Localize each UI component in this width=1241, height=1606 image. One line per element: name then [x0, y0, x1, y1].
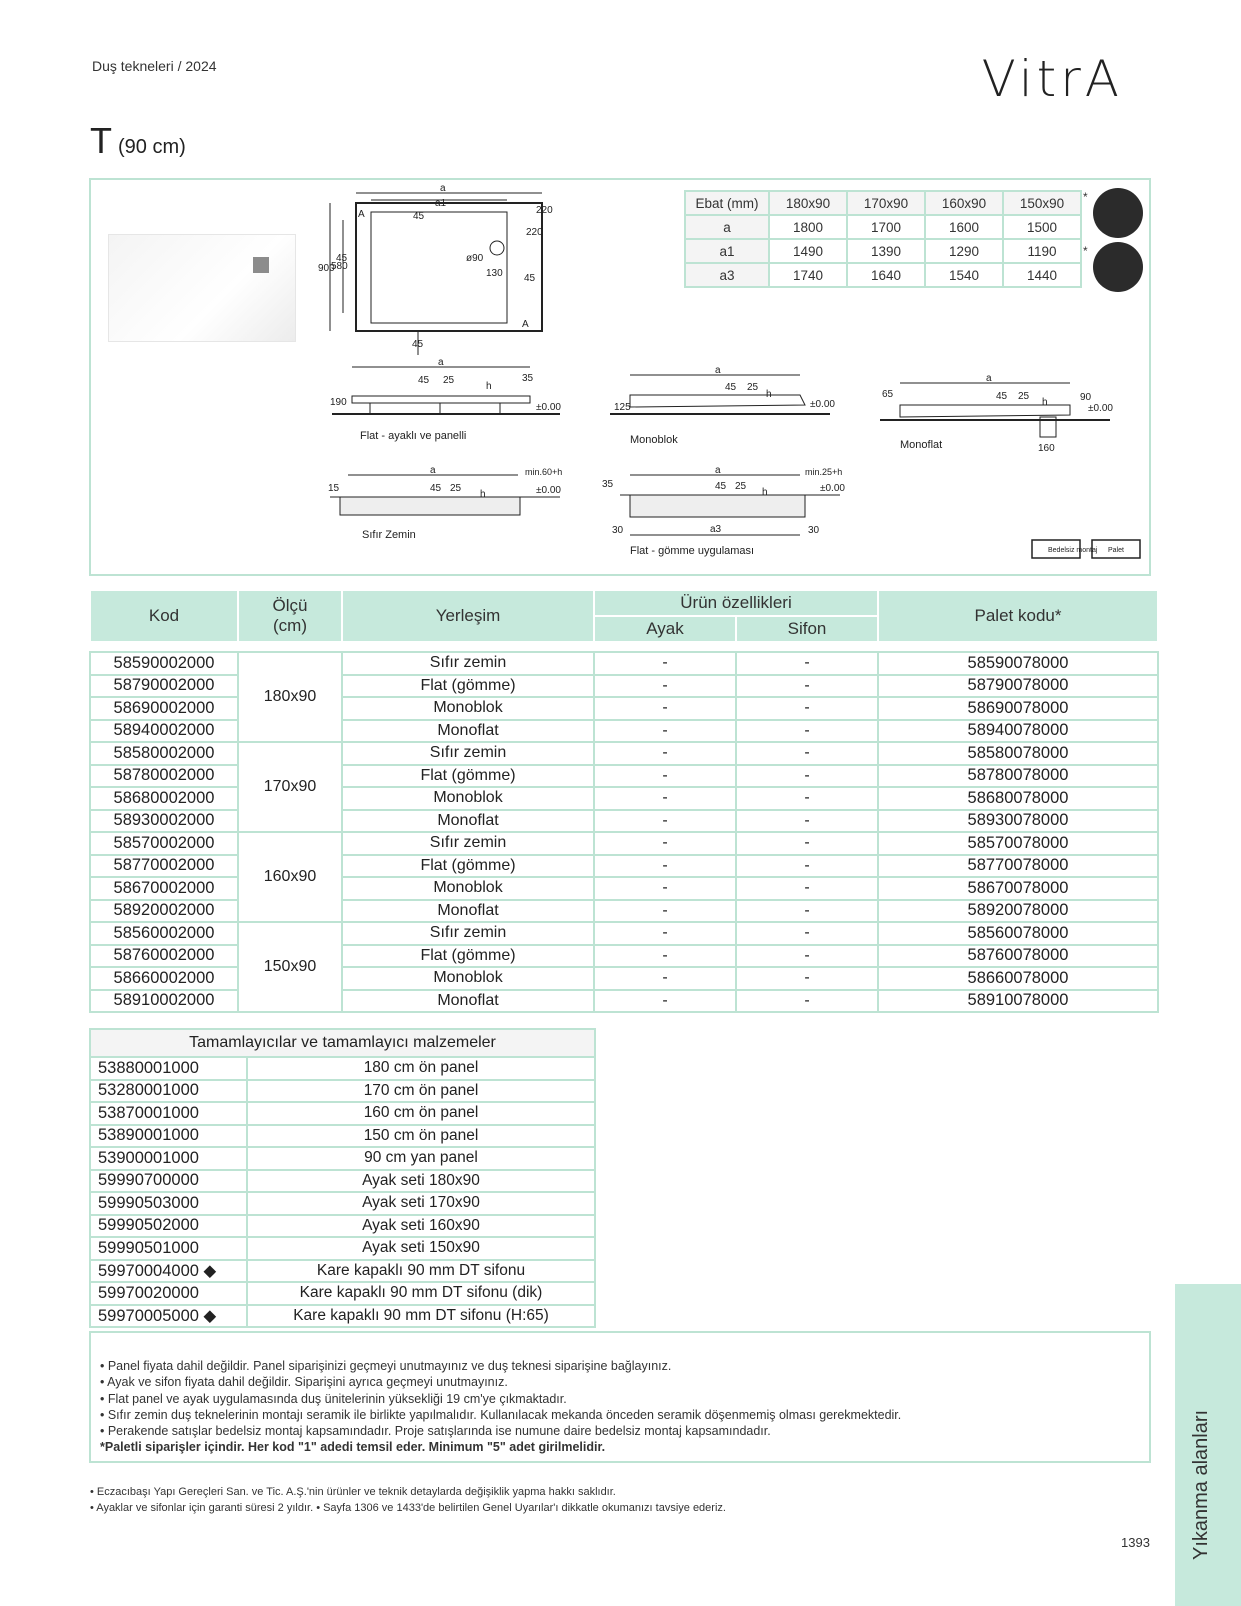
yerlesim-cell: Sıfır zemin [342, 922, 594, 945]
ayak-cell: - [594, 990, 736, 1013]
ayak-cell: - [594, 922, 736, 945]
drain-icon [253, 257, 269, 273]
sifon-cell: - [736, 787, 878, 810]
dim-h: h [762, 487, 768, 498]
ayak-cell: - [594, 765, 736, 788]
palet-cell: 58670078000 [878, 877, 1158, 900]
accessory-code: 59990503000 [90, 1192, 247, 1215]
header-sifon: Sifon [736, 616, 878, 642]
accessory-code: 59970005000 ◆ [90, 1305, 247, 1328]
accessory-row [90, 1215, 595, 1238]
header-palet: Palet kodu* [878, 590, 1158, 642]
badge-text: Bedelsiz montaj [1048, 547, 1098, 554]
kod-cell: 58790002000 [90, 675, 238, 698]
dim-45: 45 [430, 483, 442, 494]
accessory-row [90, 1147, 595, 1170]
table-row [90, 832, 1158, 855]
dim-580: 580 [331, 261, 348, 272]
kod-cell: 58660002000 [90, 967, 238, 990]
palet-cell: 58580078000 [878, 742, 1158, 765]
kod-cell: 58940002000 [90, 720, 238, 743]
accessory-code: 53280001000 [90, 1080, 247, 1103]
accessory-desc: Kare kapaklı 90 mm DT sifonu [247, 1260, 595, 1283]
accessory-code: 59990700000 [90, 1170, 247, 1193]
accessory-row [90, 1057, 595, 1080]
dim-45: 45 [725, 382, 737, 393]
ayak-cell: - [594, 855, 736, 878]
page-number: 1393 [1121, 1535, 1150, 1550]
sifon-cell: - [736, 900, 878, 923]
dim-125: 125 [614, 402, 631, 413]
ayak-cell: - [594, 675, 736, 698]
sifon-cell: - [736, 742, 878, 765]
dim-45: 45 [996, 391, 1008, 402]
dim-a: a [430, 465, 436, 476]
yerlesim-cell: Flat (gömme) [342, 765, 594, 788]
sifon-cell: - [736, 697, 878, 720]
dim-min: min.60+h [525, 467, 563, 477]
yerlesim-cell: Monoblok [342, 787, 594, 810]
dim-a3: a3 [710, 524, 722, 535]
accessory-desc: 90 cm yan panel [247, 1147, 595, 1170]
dim-220: 220 [536, 205, 553, 216]
accessory-code: 59970020000 [90, 1282, 247, 1305]
ayak-cell: - [594, 742, 736, 765]
accessory-code: 53890001000 [90, 1125, 247, 1148]
sifon-cell: - [736, 832, 878, 855]
yerlesim-cell: Monoflat [342, 990, 594, 1013]
palet-cell: 58660078000 [878, 967, 1158, 990]
product-table [89, 589, 1159, 1013]
dim-25: 25 [443, 375, 455, 386]
dim-a: a [986, 373, 992, 384]
dim-90: 90 [1080, 392, 1092, 403]
sifon-cell: - [736, 652, 878, 675]
dim-d90: ø90 [466, 253, 484, 264]
accessory-row [90, 1192, 595, 1215]
palet-cell: 58780078000 [878, 765, 1158, 788]
drawing-label: Flat - ayaklı ve panelli [360, 430, 467, 442]
sifon-cell: - [736, 855, 878, 878]
sifon-cell: - [736, 810, 878, 833]
dim-a: a [440, 185, 446, 194]
palet-cell: 58570078000 [878, 832, 1158, 855]
ayak-cell: - [594, 900, 736, 923]
kod-cell: 58670002000 [90, 877, 238, 900]
kod-cell: 58910002000 [90, 990, 238, 1013]
dim-a: a [715, 465, 721, 476]
product-image [108, 234, 296, 342]
dim-a: a [438, 357, 444, 368]
ayak-cell: - [594, 787, 736, 810]
accessory-code: 59990501000 [90, 1237, 247, 1260]
dim-45-b: 45 [336, 253, 348, 264]
dim-h: h [1042, 397, 1048, 408]
accessory-row [90, 1170, 595, 1193]
sifon-cell: - [736, 877, 878, 900]
palet-cell: 58690078000 [878, 697, 1158, 720]
dim-45: 45 [418, 375, 430, 386]
dim-35: 35 [522, 373, 534, 384]
accessory-code: 59990502000 [90, 1215, 247, 1238]
kod-cell: 58690002000 [90, 697, 238, 720]
yerlesim-cell: Flat (gömme) [342, 675, 594, 698]
zero-level: ±0.00 [1088, 403, 1113, 414]
dim-25: 25 [747, 382, 759, 393]
accessory-desc: Ayak seti 150x90 [247, 1237, 595, 1260]
zero-level: ±0.00 [536, 402, 561, 413]
kod-cell: 58560002000 [90, 922, 238, 945]
palet-cell: 58590078000 [878, 652, 1158, 675]
header-olcu: Ölçü (cm) [238, 590, 342, 642]
ayak-cell: - [594, 967, 736, 990]
hygiene-icon [1093, 242, 1143, 292]
accessories-title: Tamamlayıcılar ve tamamlayıcı malzemeler [90, 1029, 595, 1057]
accessory-desc: 180 cm ön panel [247, 1057, 595, 1080]
accessory-desc: 170 cm ön panel [247, 1080, 595, 1103]
dim-25: 25 [450, 483, 462, 494]
dim-25: 25 [735, 481, 747, 492]
palet-cell: 58560078000 [878, 922, 1158, 945]
accessory-desc: 150 cm ön panel [247, 1125, 595, 1148]
sifon-cell: - [736, 945, 878, 968]
star-note: * [1083, 190, 1088, 204]
accessory-desc: Kare kapaklı 90 mm DT sifonu (dik) [247, 1282, 595, 1305]
kod-cell: 58930002000 [90, 810, 238, 833]
size-cell: 160x90 [238, 832, 342, 922]
sifon-cell: - [736, 720, 878, 743]
size-cell: 170x90 [238, 742, 342, 832]
notes: • Panel fiyata dahil değildir. Panel siparişinizi geçmeyi unutmayınız ve duş teknesi siparişine bağlayınız. • Ayak ve sifon fiyata dahil değildir. Siparişini ayrıca geçmeyi unutmayınız. • Flat panel ve ayak uygulamasında duş ünitelerinin yüksekliği 19 cm'ye çıkmaktadır. • Sıfır zemin duş teknelerinin montajı seramik ile birlikte yapılmalıdır. Kullanılacak mekanda önceden seramik döşenmemiş olması gerekmektedir. • Perakende satışlar bedelsiz montaj kapsamındadır. Proje satışlarında ise numune daire bedelsiz montaj kapsamındadır. *Paletli siparişler içindir. Her kod "1" adedi temsil eder. Minimum "5" adet girilmelidir. [100, 1359, 902, 1455]
palet-cell: 58760078000 [878, 945, 1158, 968]
palet-cell: 58680078000 [878, 787, 1158, 810]
drawing-label: Monoflat [900, 439, 943, 451]
header-ayak: Ayak [594, 616, 736, 642]
palet-cell: 58940078000 [878, 720, 1158, 743]
yerlesim-cell: Flat (gömme) [342, 945, 594, 968]
dim-45-c: 45 [524, 273, 536, 284]
sifon-cell: - [736, 922, 878, 945]
dim-30: 30 [612, 525, 624, 536]
ayak-cell: - [594, 697, 736, 720]
accessory-desc: 160 cm ön panel [247, 1102, 595, 1125]
dim-30-b: 30 [808, 525, 820, 536]
header-kod: Kod [90, 590, 238, 642]
dim-a1: a1 [435, 198, 447, 209]
kod-cell: 58760002000 [90, 945, 238, 968]
accessory-row [90, 1282, 595, 1305]
yerlesim-cell: Monoflat [342, 900, 594, 923]
yerlesim-cell: Monoblok [342, 697, 594, 720]
sifon-cell: - [736, 990, 878, 1013]
dim-h: h [486, 381, 492, 392]
yerlesim-cell: Sıfır zemin [342, 742, 594, 765]
accessory-desc: Ayak seti 180x90 [247, 1170, 595, 1193]
table-row [90, 652, 1158, 675]
kod-cell: 58570002000 [90, 832, 238, 855]
accessory-row [90, 1260, 595, 1283]
yerlesim-cell: Monoblok [342, 877, 594, 900]
brand-logo: VitrA [981, 50, 1123, 108]
yerlesim-cell: Monoflat [342, 810, 594, 833]
ayak-cell: - [594, 877, 736, 900]
flat-gomme-drawing [620, 475, 840, 535]
section-a-label-2: A [522, 319, 529, 330]
palet-cell: 58910078000 [878, 990, 1158, 1013]
section-tab-label: Yıkanma alanları [1190, 1409, 1212, 1560]
sifir-zemin-drawing [330, 475, 560, 515]
accessory-row [90, 1305, 595, 1328]
kod-cell: 58920002000 [90, 900, 238, 923]
dim-220-b: 220 [526, 227, 543, 238]
yerlesim-cell: Flat (gömme) [342, 855, 594, 878]
accessory-desc: Kare kapaklı 90 mm DT sifonu (H:65) [247, 1305, 595, 1328]
yerlesim-cell: Sıfır zemin [342, 652, 594, 675]
accessory-row [90, 1080, 595, 1103]
size-cell: 180x90 [238, 652, 342, 742]
dim-900: 900 [318, 263, 335, 274]
badge-text-2: Palet [1108, 547, 1124, 554]
table-row [90, 922, 1158, 945]
dimension-table: Ebat (mm) 180x90 170x90 160x90 150x90 a 1800 1700 1600 1500 a1 1490 1390 1290 1190 a3 1740 1640 1540 1440 [684, 190, 1082, 288]
sifon-cell: - [736, 967, 878, 990]
ayak-cell: - [594, 945, 736, 968]
zero-level: ±0.00 [536, 485, 561, 496]
monoblok-drawing [610, 375, 830, 414]
size-cell: 150x90 [238, 922, 342, 1012]
zero-level: ±0.00 [810, 399, 835, 410]
tray-icon [1093, 188, 1143, 238]
dim-45: 45 [413, 211, 425, 222]
palet-cell: 58790078000 [878, 675, 1158, 698]
accessories-table [89, 1028, 596, 1328]
page-title: T (90 cm) [90, 120, 186, 161]
accessory-code: 53870001000 [90, 1102, 247, 1125]
palet-cell: 58920078000 [878, 900, 1158, 923]
palet-cell: 58930078000 [878, 810, 1158, 833]
footer-notes: • Eczacıbaşı Yapı Gereçleri San. ve Tic. A.Ş.'nin ürünler ve teknik detaylarda değişiklik yapma hakkı saklıdır. • Ayaklar ve sifonlar için garanti süresi 2 yıldır. • Sayfa 1306 ve 1433'de belirtilen Genel Uyarılar'ı dikkatle okumanızı tavsiye ederiz. [90, 1486, 726, 1514]
accessory-desc: Ayak seti 170x90 [247, 1192, 595, 1215]
accessory-code: 59970004000 ◆ [90, 1260, 247, 1283]
breadcrumb: Duş tekneleri / 2024 [92, 58, 217, 74]
kod-cell: 58780002000 [90, 765, 238, 788]
dim-130: 130 [486, 268, 503, 279]
dim-35: 35 [602, 479, 614, 490]
yerlesim-cell: Monoflat [342, 720, 594, 743]
ayak-cell: - [594, 810, 736, 833]
header-yerlesim: Yerleşim [342, 590, 594, 642]
accessory-code: 53900001000 [90, 1147, 247, 1170]
palet-cell: 58770078000 [878, 855, 1158, 878]
dim-h: h [766, 389, 772, 400]
yerlesim-cell: Sıfır zemin [342, 832, 594, 855]
dim-a: a [715, 365, 721, 376]
ayak-cell: - [594, 832, 736, 855]
drawing-label: Flat - gömme uygulaması [630, 545, 755, 557]
kod-cell: 58590002000 [90, 652, 238, 675]
header-ozellik: Ürün özellikleri [594, 590, 878, 616]
dim-65: 65 [882, 389, 894, 400]
dim-160: 160 [1038, 443, 1055, 454]
dim-190: 190 [330, 397, 347, 408]
sifon-cell: - [736, 675, 878, 698]
section-a-label: A [358, 209, 365, 220]
drawing-label: Sıfır Zemin [362, 529, 416, 541]
yerlesim-cell: Monoblok [342, 967, 594, 990]
dim-25: 25 [1018, 391, 1030, 402]
kod-cell: 58770002000 [90, 855, 238, 878]
zero-level: ±0.00 [820, 483, 845, 494]
dim-45-d: 45 [412, 339, 424, 350]
drawing-label: Monoblok [630, 434, 678, 446]
dim-45: 45 [715, 481, 727, 492]
monoflat-drawing [880, 383, 1110, 437]
ayak-cell: - [594, 652, 736, 675]
accessory-row [90, 1237, 595, 1260]
star-note: * [1083, 244, 1088, 258]
kod-cell: 58580002000 [90, 742, 238, 765]
table-row [90, 742, 1158, 765]
dim-15: 15 [328, 483, 340, 494]
accessory-desc: Ayak seti 160x90 [247, 1215, 595, 1238]
dim-h: h [480, 489, 486, 500]
accessory-row [90, 1102, 595, 1125]
kod-cell: 58680002000 [90, 787, 238, 810]
dim-min: min.25+h [805, 467, 843, 477]
ayak-cell: - [594, 720, 736, 743]
accessory-row [90, 1125, 595, 1148]
accessory-code: 53880001000 [90, 1057, 247, 1080]
sifon-cell: - [736, 765, 878, 788]
